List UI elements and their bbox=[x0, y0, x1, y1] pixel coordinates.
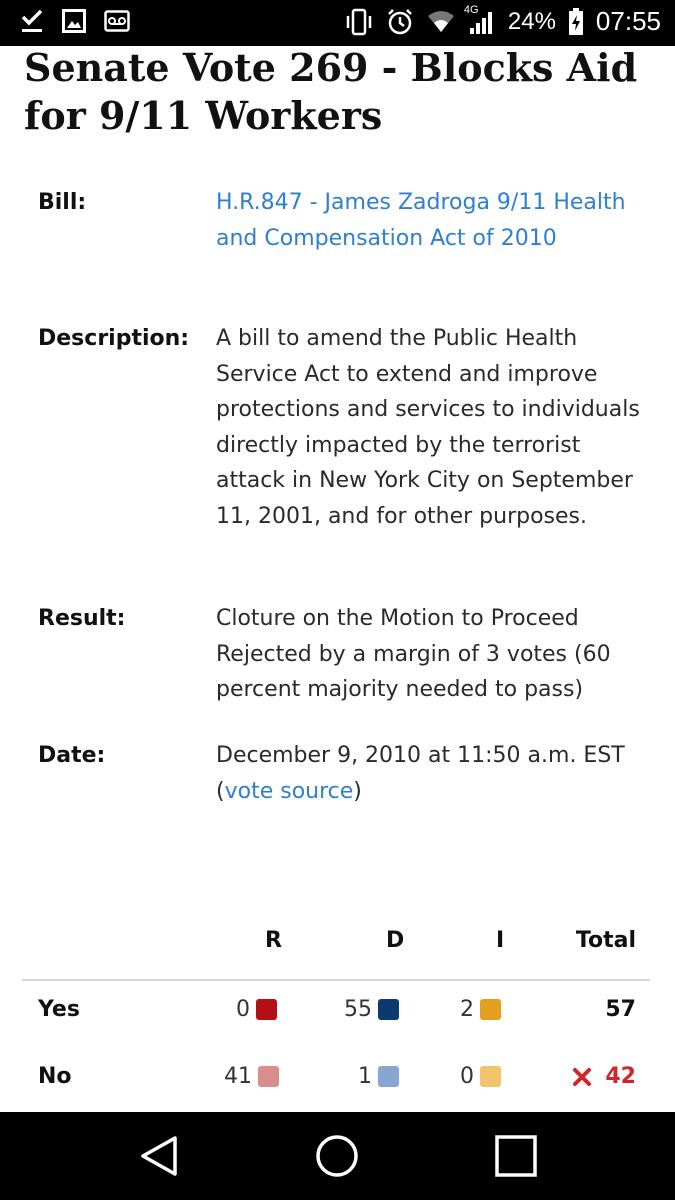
description-text: A bill to amend the Public Health Service Act to extend and improve protections and services to individuals directly impacted by the terrorist attack in New York City on September 11, 2001, and for other purposes. bbox=[216, 326, 640, 529]
header-d: D bbox=[386, 928, 405, 953]
count: 0 bbox=[460, 1064, 474, 1089]
row-label: No bbox=[38, 1064, 72, 1089]
table-row-no bbox=[24, 1064, 650, 1104]
table-divider bbox=[22, 979, 650, 981]
democrat-no-swatch bbox=[378, 1066, 399, 1087]
count: 0 bbox=[236, 997, 250, 1022]
cell-total bbox=[573, 1064, 636, 1089]
cell-d bbox=[344, 997, 399, 1022]
download-done-icon bbox=[20, 8, 44, 34]
recents-icon[interactable] bbox=[492, 1132, 540, 1180]
image-icon bbox=[62, 9, 86, 33]
cell-i bbox=[460, 1064, 501, 1089]
vibrate-icon bbox=[344, 8, 374, 36]
battery-charging-icon bbox=[568, 8, 584, 36]
date-value bbox=[216, 738, 641, 809]
alarm-icon bbox=[386, 8, 414, 36]
home-icon[interactable] bbox=[313, 1132, 361, 1180]
bill-link[interactable]: H.R.847 - James Zadroga 9/11 Health and Compensation Act of 2010 bbox=[216, 190, 626, 251]
count: 41 bbox=[224, 1064, 252, 1089]
cell-i bbox=[460, 997, 501, 1022]
vote-source-link[interactable]: vote source bbox=[224, 778, 354, 804]
wifi-icon bbox=[426, 8, 456, 36]
republican-yes-swatch bbox=[256, 999, 277, 1020]
vote-table-header bbox=[24, 928, 650, 962]
back-icon[interactable] bbox=[135, 1132, 183, 1180]
date-text: December 9, 2010 at 11:50 a.m. EST bbox=[216, 743, 625, 768]
count: 1 bbox=[358, 1064, 372, 1089]
cell-r bbox=[224, 1064, 279, 1089]
signal-icon: 4G bbox=[468, 8, 496, 36]
x-mark-icon bbox=[573, 1068, 591, 1086]
bill-label: Bill: bbox=[38, 190, 87, 215]
result-label: Result: bbox=[38, 606, 126, 631]
independent-no-swatch bbox=[480, 1066, 501, 1087]
cell-d bbox=[358, 1064, 399, 1089]
status-bar bbox=[0, 0, 675, 46]
header-i: I bbox=[496, 928, 505, 953]
independent-yes-swatch bbox=[480, 999, 501, 1020]
total-count: 57 bbox=[605, 997, 636, 1022]
table-row-yes bbox=[24, 997, 650, 1037]
close-paren: ) bbox=[353, 778, 362, 804]
count: 2 bbox=[460, 997, 474, 1022]
result-text: Cloture on the Motion to Proceed Rejected by a margin of 3 votes (60 percent majority needed to pass) bbox=[216, 606, 611, 702]
republican-no-swatch bbox=[258, 1066, 279, 1087]
total-count: 42 bbox=[605, 1064, 636, 1089]
navigation-bar bbox=[0, 1112, 675, 1200]
row-label: Yes bbox=[38, 997, 80, 1022]
description-label: Description: bbox=[38, 326, 190, 351]
header-total: Total bbox=[575, 928, 636, 953]
democrat-yes-swatch bbox=[378, 999, 399, 1020]
cell-total bbox=[605, 997, 636, 1022]
header-r: R bbox=[265, 928, 282, 953]
date-label: Date: bbox=[38, 743, 106, 768]
cell-r bbox=[236, 997, 277, 1022]
battery-percent: 24% bbox=[507, 7, 556, 35]
count: 55 bbox=[344, 997, 372, 1022]
voicemail-icon bbox=[104, 10, 130, 32]
open-paren: ( bbox=[216, 778, 225, 804]
clock: 07:55 bbox=[595, 6, 661, 36]
page-title: Senate Vote 269 - Blocks Aid for 9/11 Workers bbox=[24, 45, 638, 138]
